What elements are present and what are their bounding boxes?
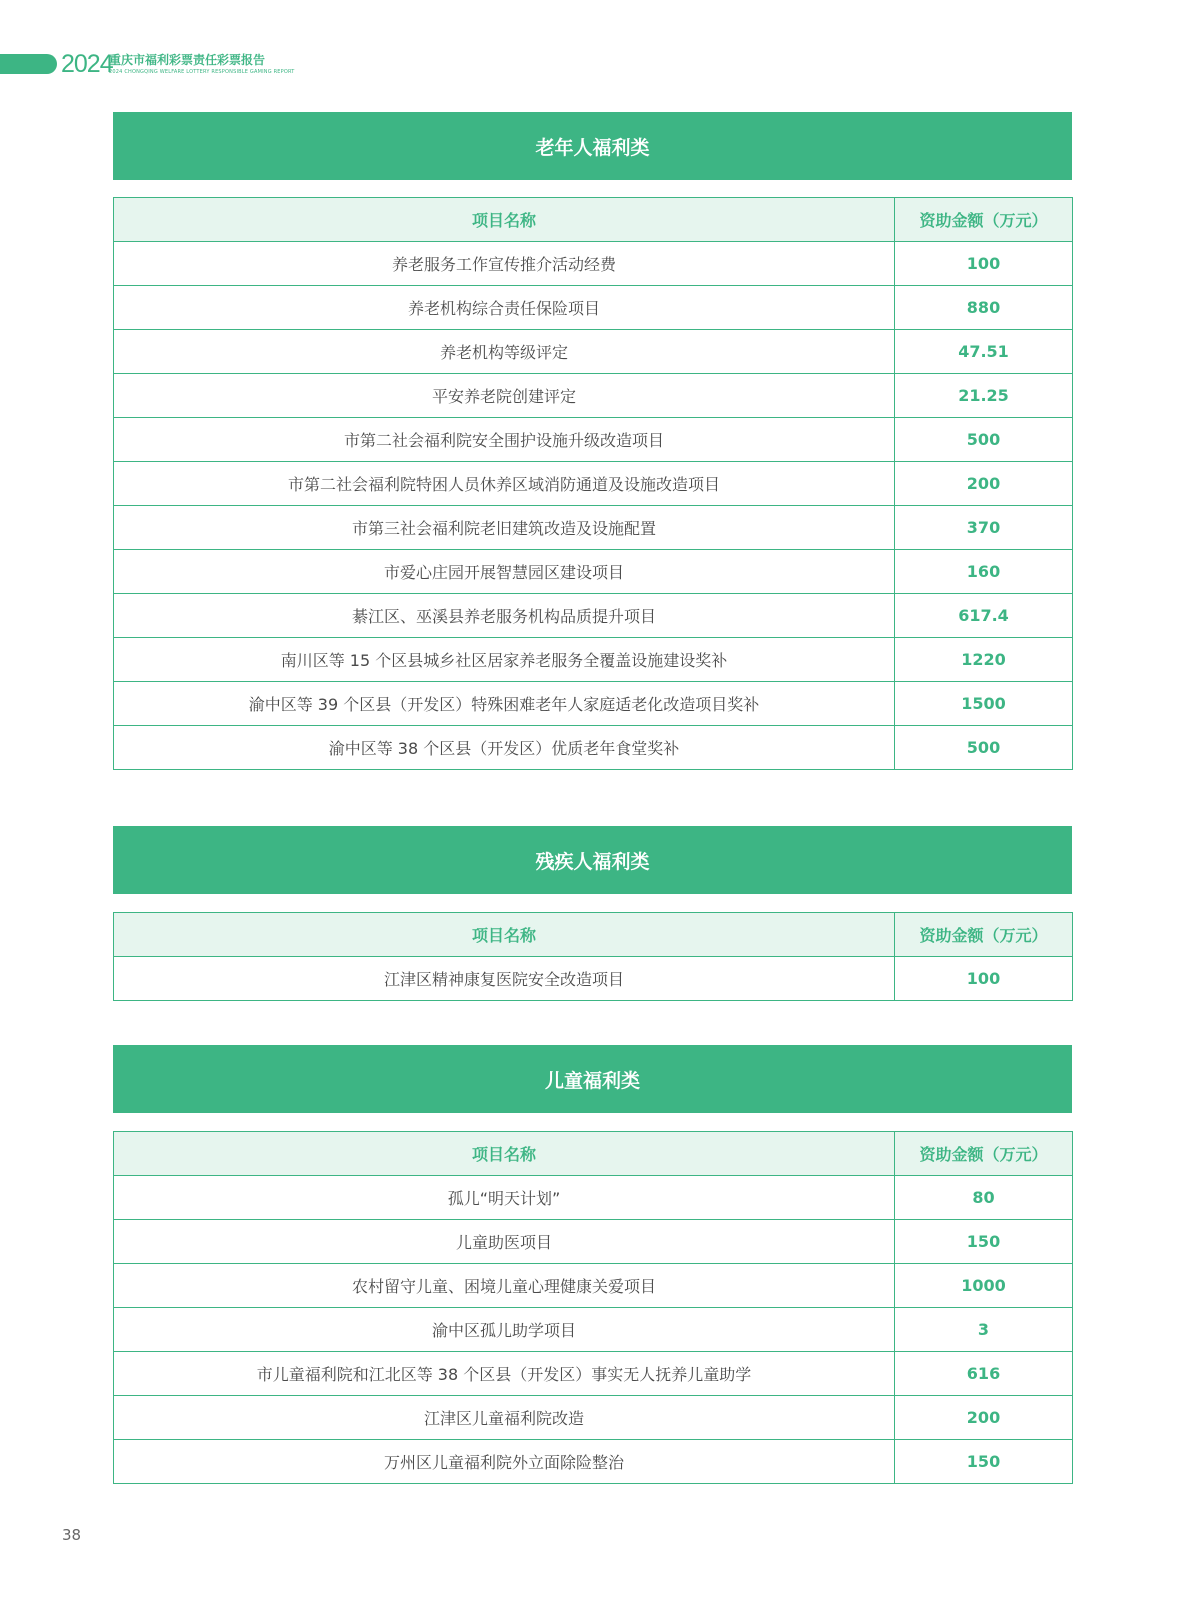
table-row — [114, 1396, 1073, 1440]
table-row — [114, 506, 1073, 550]
table-header-row — [114, 1132, 1073, 1176]
table-row — [114, 330, 1073, 374]
table-row — [114, 1308, 1073, 1352]
table-header-row — [114, 913, 1073, 957]
report-title: 重庆市福利彩票责任彩票报告 — [109, 53, 266, 67]
funding-amount: 100 — [895, 957, 1073, 1001]
table-row — [114, 682, 1073, 726]
column-header-amount: 资助金额（万元） — [895, 198, 1073, 242]
project-name: 市第二社会福利院特困人员休养区域消防通道及设施改造项目 — [114, 462, 895, 506]
project-name: 孤儿“明天计划” — [114, 1176, 895, 1220]
funding-amount: 500 — [895, 726, 1073, 770]
funding-amount: 150 — [895, 1440, 1073, 1484]
page-number: 38 — [62, 1526, 82, 1544]
table-row — [114, 418, 1073, 462]
project-name: 江津区精神康复医院安全改造项目 — [114, 957, 895, 1001]
table-row — [114, 726, 1073, 770]
funding-amount: 1000 — [895, 1264, 1073, 1308]
project-name: 市第三社会福利院老旧建筑改造及设施配置 — [114, 506, 895, 550]
project-name: 万州区儿童福利院外立面除险整治 — [114, 1440, 895, 1484]
funding-amount: 1220 — [895, 638, 1073, 682]
table-row — [114, 550, 1073, 594]
funding-amount: 150 — [895, 1220, 1073, 1264]
funding-amount: 616 — [895, 1352, 1073, 1396]
section-title-disabled: 残疾人福利类 — [113, 826, 1072, 894]
disabled-welfare-table — [113, 912, 1073, 1001]
funding-amount: 500 — [895, 418, 1073, 462]
table-row — [114, 286, 1073, 330]
column-header-name: 项目名称 — [114, 1132, 895, 1176]
column-header-name: 项目名称 — [114, 198, 895, 242]
project-name: 养老机构综合责任保险项目 — [114, 286, 895, 330]
funding-amount: 21.25 — [895, 374, 1073, 418]
table-row — [114, 242, 1073, 286]
project-name: 江津区儿童福利院改造 — [114, 1396, 895, 1440]
project-name: 养老服务工作宣传推介活动经费 — [114, 242, 895, 286]
report-subtitle: 2024 CHONGQING WELFARE LOTTERY RESPONSIBLE GAMING REPORT — [109, 69, 295, 75]
elderly-welfare-table — [113, 197, 1073, 770]
column-header-name: 项目名称 — [114, 913, 895, 957]
funding-amount: 880 — [895, 286, 1073, 330]
table-row — [114, 1220, 1073, 1264]
table-header-row — [114, 198, 1073, 242]
table-row — [114, 1264, 1073, 1308]
project-name: 綦江区、巫溪县养老服务机构品质提升项目 — [114, 594, 895, 638]
project-name: 渝中区等 38 个区县（开发区）优质老年食堂奖补 — [114, 726, 895, 770]
funding-amount: 200 — [895, 1396, 1073, 1440]
funding-amount: 200 — [895, 462, 1073, 506]
funding-amount: 617.4 — [895, 594, 1073, 638]
project-name: 南川区等 15 个区县城乡社区居家养老服务全覆盖设施建设奖补 — [114, 638, 895, 682]
funding-amount: 1500 — [895, 682, 1073, 726]
table-row — [114, 374, 1073, 418]
column-header-amount: 资助金额（万元） — [895, 1132, 1073, 1176]
project-name: 渝中区等 39 个区县（开发区）特殊困难老年人家庭适老化改造项目奖补 — [114, 682, 895, 726]
project-name: 市儿童福利院和江北区等 38 个区县（开发区）事实无人抚养儿童助学 — [114, 1352, 895, 1396]
funding-amount: 100 — [895, 242, 1073, 286]
project-name: 养老机构等级评定 — [114, 330, 895, 374]
funding-amount: 160 — [895, 550, 1073, 594]
table-row — [114, 462, 1073, 506]
column-header-amount: 资助金额（万元） — [895, 913, 1073, 957]
table-row — [114, 1176, 1073, 1220]
section-title-elderly: 老年人福利类 — [113, 112, 1072, 180]
funding-amount: 47.51 — [895, 330, 1073, 374]
table-row — [114, 957, 1073, 1001]
project-name: 渝中区孤儿助学项目 — [114, 1308, 895, 1352]
project-name: 市第二社会福利院安全围护设施升级改造项目 — [114, 418, 895, 462]
funding-amount: 3 — [895, 1308, 1073, 1352]
project-name: 市爱心庄园开展智慧园区建设项目 — [114, 550, 895, 594]
funding-amount: 370 — [895, 506, 1073, 550]
table-row — [114, 1352, 1073, 1396]
funding-amount: 80 — [895, 1176, 1073, 1220]
table-row — [114, 638, 1073, 682]
project-name: 农村留守儿童、困境儿童心理健康关爱项目 — [114, 1264, 895, 1308]
project-name: 平安养老院创建评定 — [114, 374, 895, 418]
children-welfare-table — [113, 1131, 1073, 1484]
report-year: 2024 — [61, 50, 113, 78]
header-accent-bar — [0, 54, 57, 74]
table-row — [114, 1440, 1073, 1484]
table-row — [114, 594, 1073, 638]
section-title-children: 儿童福利类 — [113, 1045, 1072, 1113]
project-name: 儿童助医项目 — [114, 1220, 895, 1264]
